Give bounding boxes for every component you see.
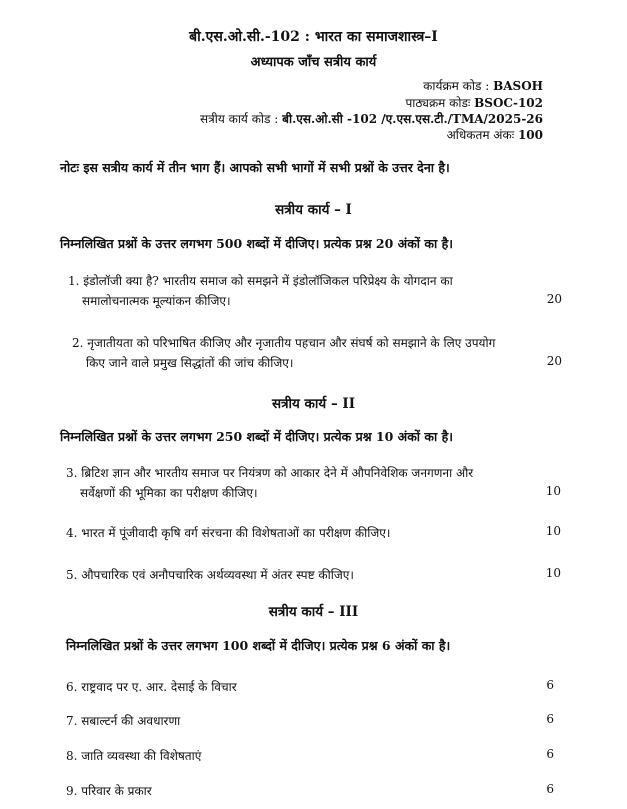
document-title: बी.एस.ओ.सी.-102 : भारत का समाजशास्त्र–I (189, 29, 438, 45)
question-6-line-1: 6. राष्ट्रवाद पर ए. आर. देसाई के विचार (66, 680, 237, 694)
question-2-line-2: किए जाने वाले प्रमुख सिद्धांतों की जांच कीजिए। (86, 356, 294, 370)
question-3-line-1: 3. ब्रिटिश ज्ञान और भारतीय समाज पर नियंत्रण को आकार देने में औपनिवेशिक जनगणना और (66, 466, 474, 480)
question-1-line-1: 1. इंडोलॉजी क्या है? भारतीय समाज को समझने में इंडोलॉजिकल परिप्रेक्ष्य के योगदान का (68, 274, 453, 288)
programme-code-line (423, 77, 543, 94)
question-3-line-2: सर्वेक्षणों की भूमिका का परीक्षण कीजिए। (80, 486, 258, 500)
programme-code-value: BASOH (493, 79, 543, 93)
question-4-line-1: 4. भारत में पूंजीवादी कृषि वर्ग संरचना की विशेषताओं का परीक्षण कीजिए। (66, 526, 391, 540)
section-title: सत्रीय कार्य – III (268, 604, 359, 620)
question-5-marks: 10 (545, 566, 561, 580)
max-marks-label: अधिकतम अंकः (446, 128, 518, 142)
question-5-line-1: 5. औपचारिक एवं अनौपचारिक अर्थव्यवस्था में अंतर स्पष्ट कीजिए। (66, 568, 354, 582)
section-instruction: निम्नलिखित प्रश्नों के उत्तर लगभग 500 शब्दों में दीजिए। प्रत्येक प्रश्न 20 अंकों का है। (60, 236, 453, 251)
question-9-line-1: 9. परिवार के प्रकार (66, 784, 152, 798)
programme-code-label: कार्यक्रम कोड : (423, 79, 494, 93)
max-marks-line (447, 126, 543, 143)
question-8-marks: 6 (546, 747, 554, 761)
question-9-marks: 6 (546, 782, 554, 796)
section-title: सत्रीय कार्य – I (275, 202, 352, 218)
question-6-marks: 6 (546, 678, 554, 692)
section-instruction: निम्नलिखित प्रश्नों के उत्तर लगभग 100 शब्दों में दीजिए। प्रत्येक प्रश्न 6 अंकों का है। (66, 638, 451, 653)
question-3-marks: 10 (545, 484, 561, 498)
course-code-line (405, 94, 543, 111)
document-subtitle: अध्यापक जाँच सत्रीय कार्य (250, 55, 377, 70)
question-7-marks: 6 (546, 712, 554, 726)
question-1-line-2: समालोचनात्मक मूल्यांकन कीजिए। (82, 294, 231, 308)
assignment-code-value: बी.एस.ओ.सी -102 /ए.एस.एस.टी./TMA/2025-26 (282, 112, 543, 126)
question-7-line-1: 7. सबाल्टर्न की अवधारणा (66, 714, 181, 728)
assignment-code-label: सत्रीय कार्य कोड : (199, 112, 283, 126)
question-8-line-1: 8. जाति व्यवस्था की विशेषताएं (66, 749, 202, 763)
note-text: नोटः इस सत्रीय कार्य में तीन भाग हैं। आपको सभी भागों में सभी प्रश्नों के उत्तर देना है। (60, 160, 450, 175)
question-2-line-1: 2. नृजातीयता को परिभाषित कीजिए और नृजातीय पहचान और संघर्ष को समझाने के लिए उपयोग (72, 336, 496, 350)
course-code-label: पाठ्यक्रम कोडः (405, 96, 475, 110)
question-4-marks: 10 (545, 524, 561, 538)
section-title: सत्रीय कार्य – II (271, 396, 356, 412)
max-marks-value: 100 (517, 128, 543, 142)
section-instruction: निम्नलिखित प्रश्नों के उत्तर लगभग 250 शब्दों में दीजिए। प्रत्येक प्रश्न 10 अंकों का है। (60, 429, 453, 444)
assignment-code-line (200, 110, 543, 127)
question-2-marks: 20 (546, 354, 562, 368)
course-code-value: BSOC-102 (474, 96, 543, 110)
question-1-marks: 20 (546, 292, 562, 306)
